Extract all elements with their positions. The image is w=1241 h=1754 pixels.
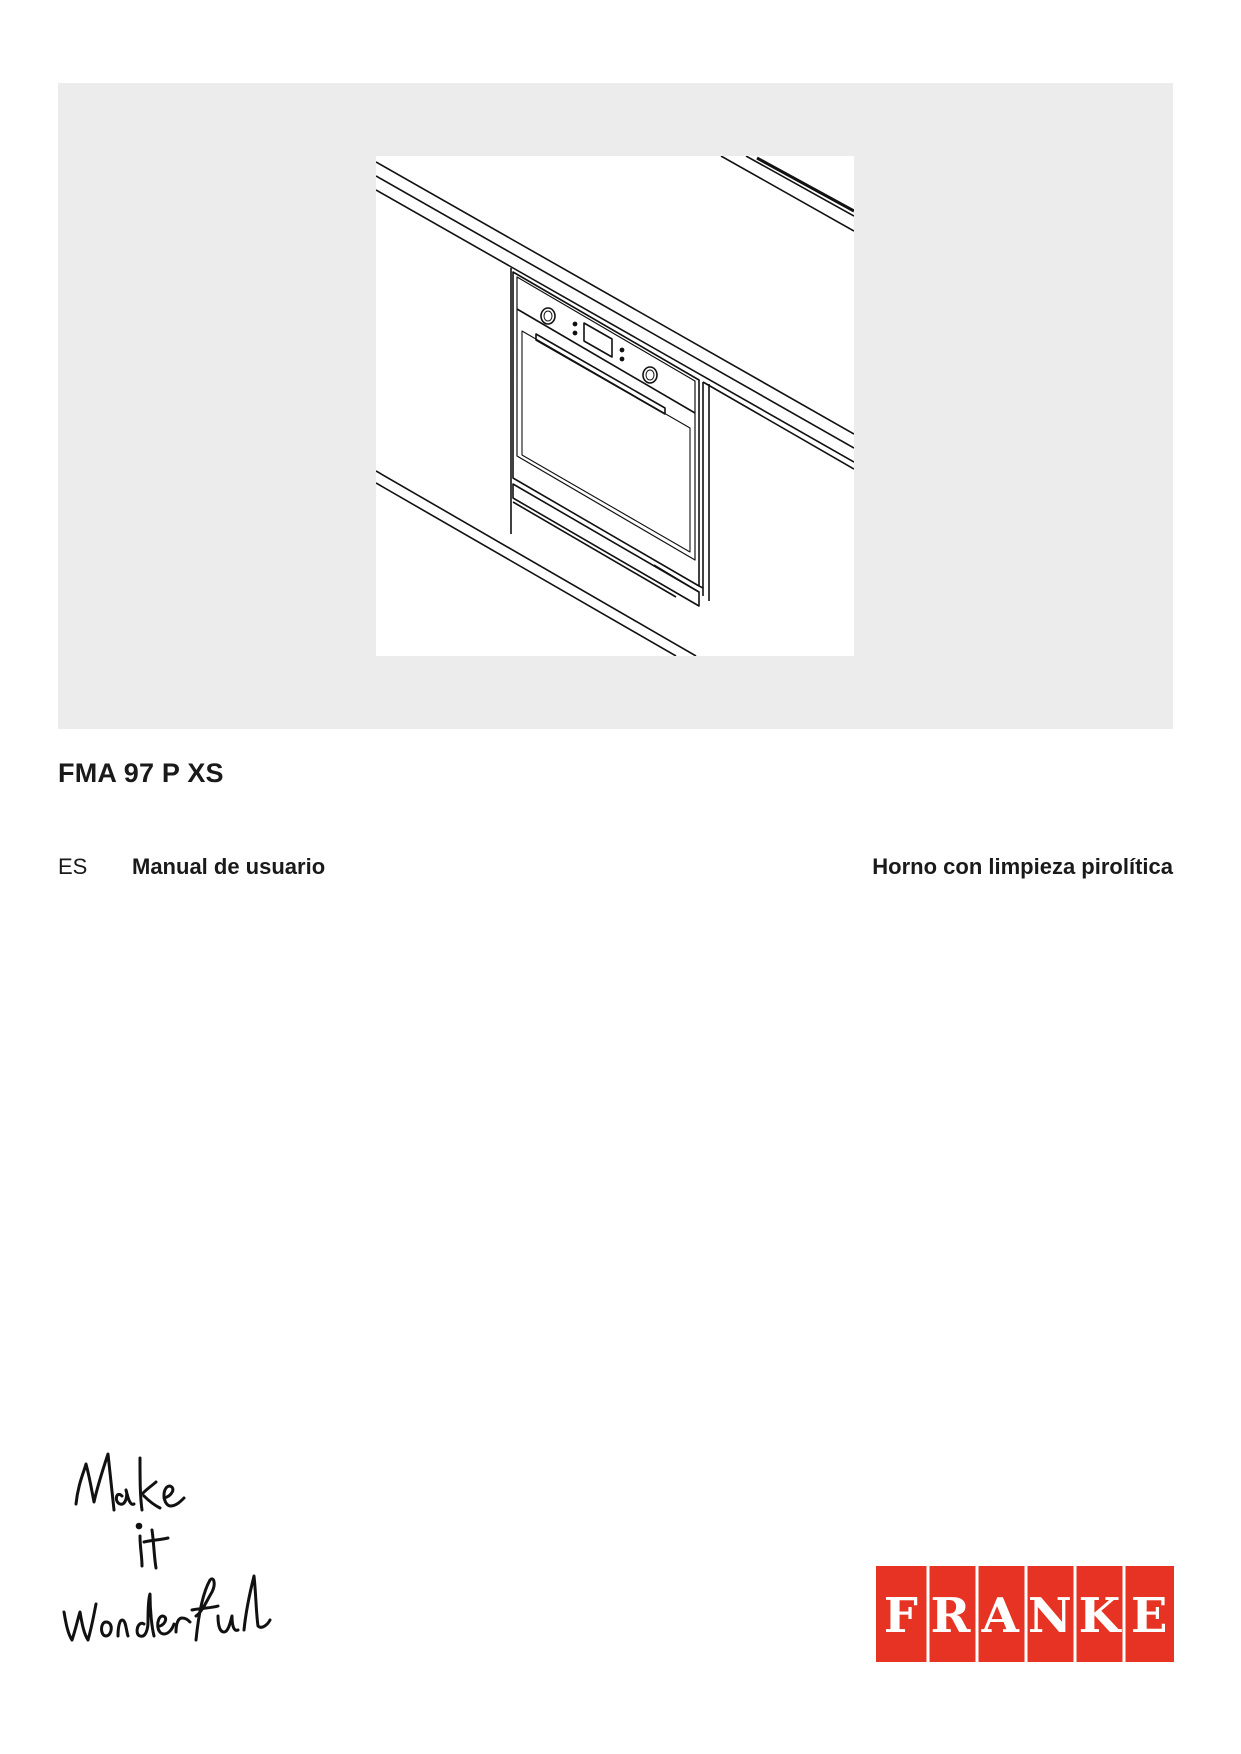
logo-letter: E bbox=[1130, 1588, 1168, 1644]
franke-logo-graphic bbox=[876, 1566, 1174, 1662]
oven-line-drawing bbox=[376, 156, 854, 656]
cover-image-panel bbox=[58, 83, 1173, 729]
logo-letter: K bbox=[1078, 1588, 1121, 1644]
handwritten-slogan-graphic bbox=[56, 1444, 276, 1664]
make-it-wonderful-signature bbox=[56, 1444, 276, 1664]
logo-letter: A bbox=[981, 1588, 1019, 1644]
oven-installation-illustration bbox=[376, 156, 854, 656]
model-number: FMA 97 P XS bbox=[58, 758, 224, 788]
logo-letter: F bbox=[883, 1588, 918, 1644]
document-type: Manual de usuario bbox=[132, 854, 326, 879]
language-code: ES bbox=[58, 854, 88, 879]
product-description: Horno con limpieza pirolítica bbox=[872, 854, 1173, 879]
logo-letter: N bbox=[1027, 1588, 1072, 1644]
logo-letter: R bbox=[930, 1588, 971, 1644]
franke-logo bbox=[876, 1566, 1174, 1662]
